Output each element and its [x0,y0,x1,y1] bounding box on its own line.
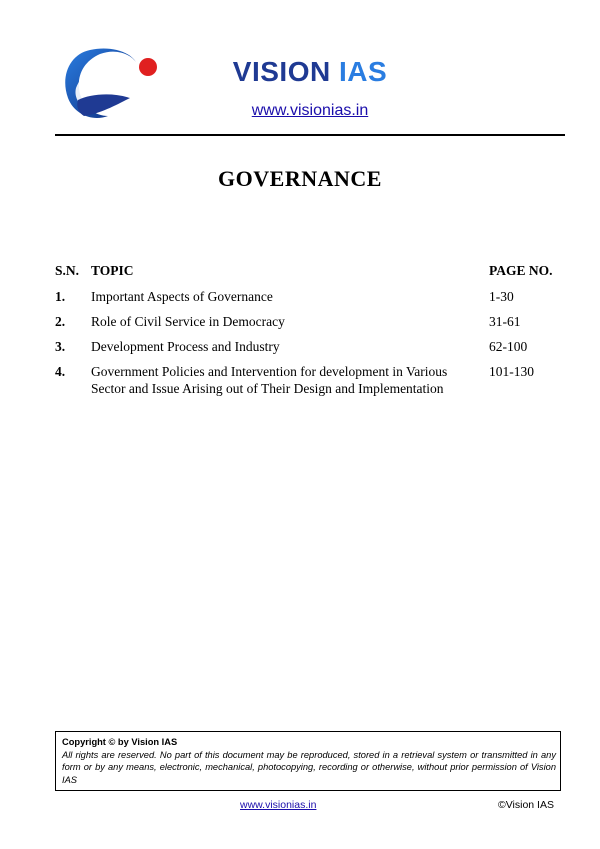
footer-website-link[interactable]: www.visionias.in [240,799,317,811]
toc-header-sn: S.N. [55,263,80,278]
footer-copyright: ©Vision IAS [498,799,554,811]
toc-row-sn: 1. [55,289,66,304]
brand-vision: VISION [232,56,331,87]
table-of-contents [55,262,565,405]
toc-header-page: PAGE NO. [489,263,553,278]
toc-row-page: 101-130 [489,364,534,379]
vision-ias-logo [56,42,166,124]
toc-row-page: 1-30 [489,289,514,304]
toc-row-sn: 3. [55,339,66,354]
toc-row-topic: Role of Civil Service in Democracy [91,314,285,329]
toc-row-page: 31-61 [489,314,521,329]
toc-row-topic: Important Aspects of Governance [91,289,273,304]
toc-row-sn: 2. [55,314,66,329]
toc-row [55,313,565,330]
toc-header-topic: TOPIC [91,263,134,278]
toc-row-topic: Government Policies and Intervention for development in Various Sector and Issue Arising out of Their Design and Implementation [91,364,448,396]
toc-row [55,363,565,397]
header-divider [55,134,565,136]
toc-row-page: 62-100 [489,339,528,354]
toc-row [55,338,565,355]
document-title: GOVERNANCE [218,166,382,191]
toc-row-topic: Development Process and Industry [91,339,280,354]
copyright-notice [55,731,561,791]
toc-row [55,288,565,305]
copyright-text: All rights are reserved. No part of this document may be reproduced, stored in a retrieval system or transmitted in any form or by any means, electronic, mechanical, photocopying, recording or otherwise, without prior permission of Vision IAS [62,749,556,785]
header-website-link[interactable]: www.visionias.in [251,102,369,119]
toc-row-sn: 4. [55,364,66,379]
brand-ias: IAS [339,56,388,87]
copyright-title: Copyright © by Vision IAS [62,737,178,747]
brand-name [160,56,460,88]
toc-header-row [55,262,565,279]
